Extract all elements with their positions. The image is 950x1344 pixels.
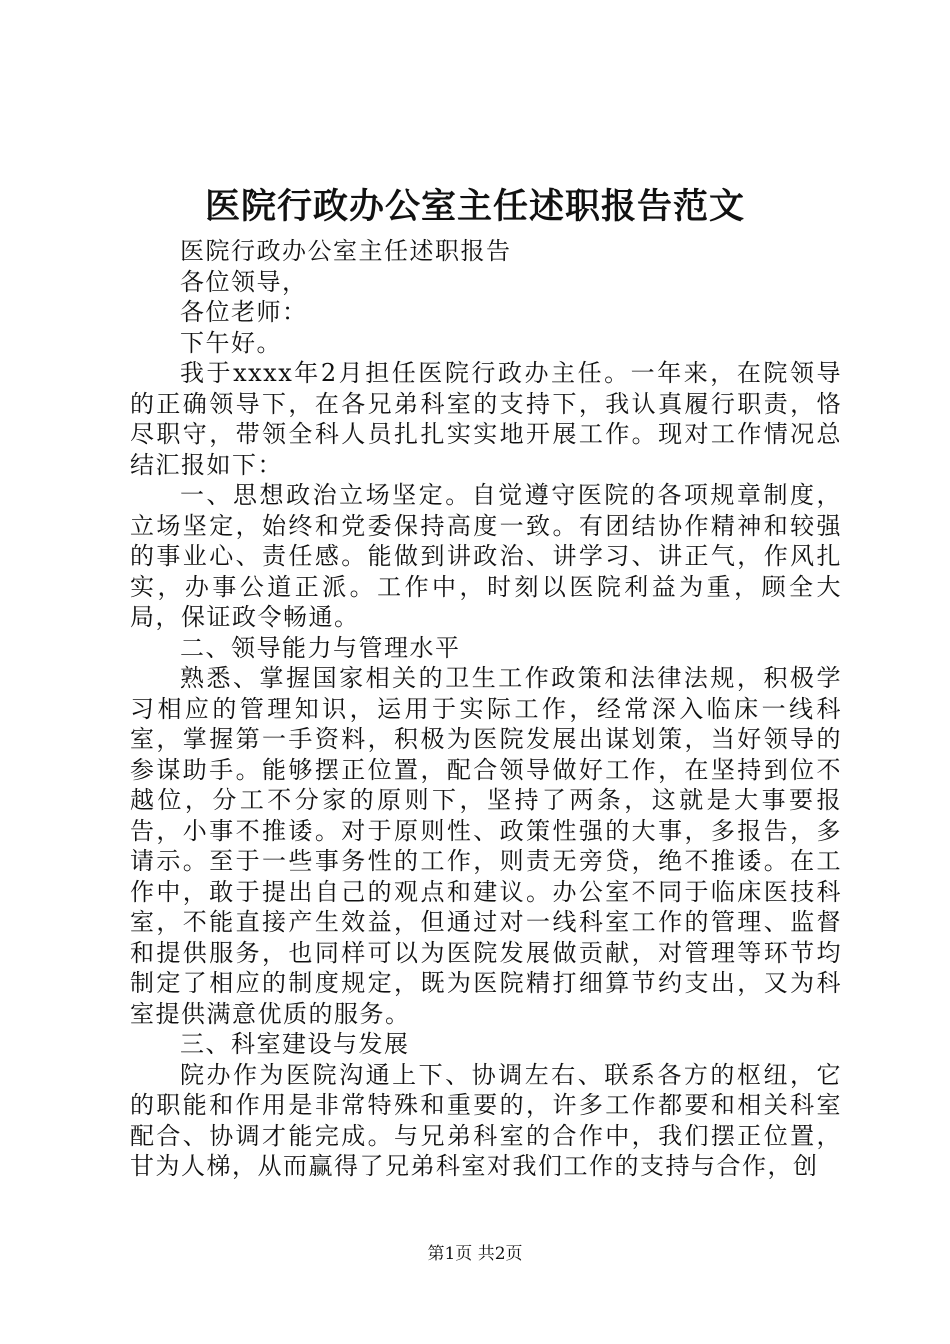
- greeting: 下午好。: [180, 328, 282, 357]
- section-three-heading: 三、科室建设与发展: [180, 1030, 410, 1058]
- document-title: 医院行政办公室主任述职报告范文: [204, 186, 745, 227]
- document-body: [130, 236, 842, 1182]
- salutation-leaders: 各位领导，: [180, 267, 308, 296]
- section-one-paragraph: 一、思想政治立场坚定。自觉遵守医院的各项规章制度，立场坚定，始终和党委保持高度一致。有团结协作精神和较强的事业心、责任感。能做到讲政治、讲学习、讲正气，作风扎实，办事公道正派。工作中，时刻以医院利益为重，顾全大局，保证政令畅通。: [130, 481, 842, 631]
- salutation-teachers: 各位老师：: [180, 298, 308, 326]
- intro-paragraph: 我于xxxx年2月担任医院行政办主任。一年来，在院领导的正确领导下，在各兄弟科室的支持下，我认真履行职责，恪尽职守，带领全科人员扎扎实实地开展工作。现对工作情况总结汇报如下：: [130, 359, 842, 479]
- section-two-heading: 二、领导能力与管理水平: [180, 633, 461, 662]
- page-footer: 第1页 共2页: [427, 1244, 523, 1264]
- report-heading-line: 医院行政办公室主任述职报告: [180, 237, 512, 265]
- section-two-paragraph: 熟悉、掌握国家相关的卫生工作政策和法律法规，积极学习相应的管理知识，运用于实际工作，经常深入临床一线科室，掌握第一手资料，积极为医院发展出谋划策，当好领导的参谋助手。能够摆正位置，配合领导做好工作，在坚持到位不越位，分工不分家的原则下，坚持了两条，这就是大事要报告，小事不推诿。对于原则性、政策性强的大事，多报告，多请示。至于一些事务性的工作，则责无旁贷，绝不推诿。在工作中，敢于提出自己的观点和建议。办公室不同于临床医技科室，不能直接产生效益，但通过对一线科室工作的管理、监督和提供服务，也同样可以为医院发展做贡献，对管理等环节均制定了相应的制度规定，既为医院精打细算节约支出，又为科室提供满意优质的服务。: [130, 664, 842, 1028]
- section-three-paragraph: 院办作为医院沟通上下、协调左右、联系各方的枢纽，它的职能和作用是非常特殊和重要的，许多工作都要和相关科室配合、协调才能完成。与兄弟科室的合作中，我们摆正位置，甘为人梯，从而赢得了兄弟科室对我们工作的支持与合作，创: [130, 1060, 842, 1180]
